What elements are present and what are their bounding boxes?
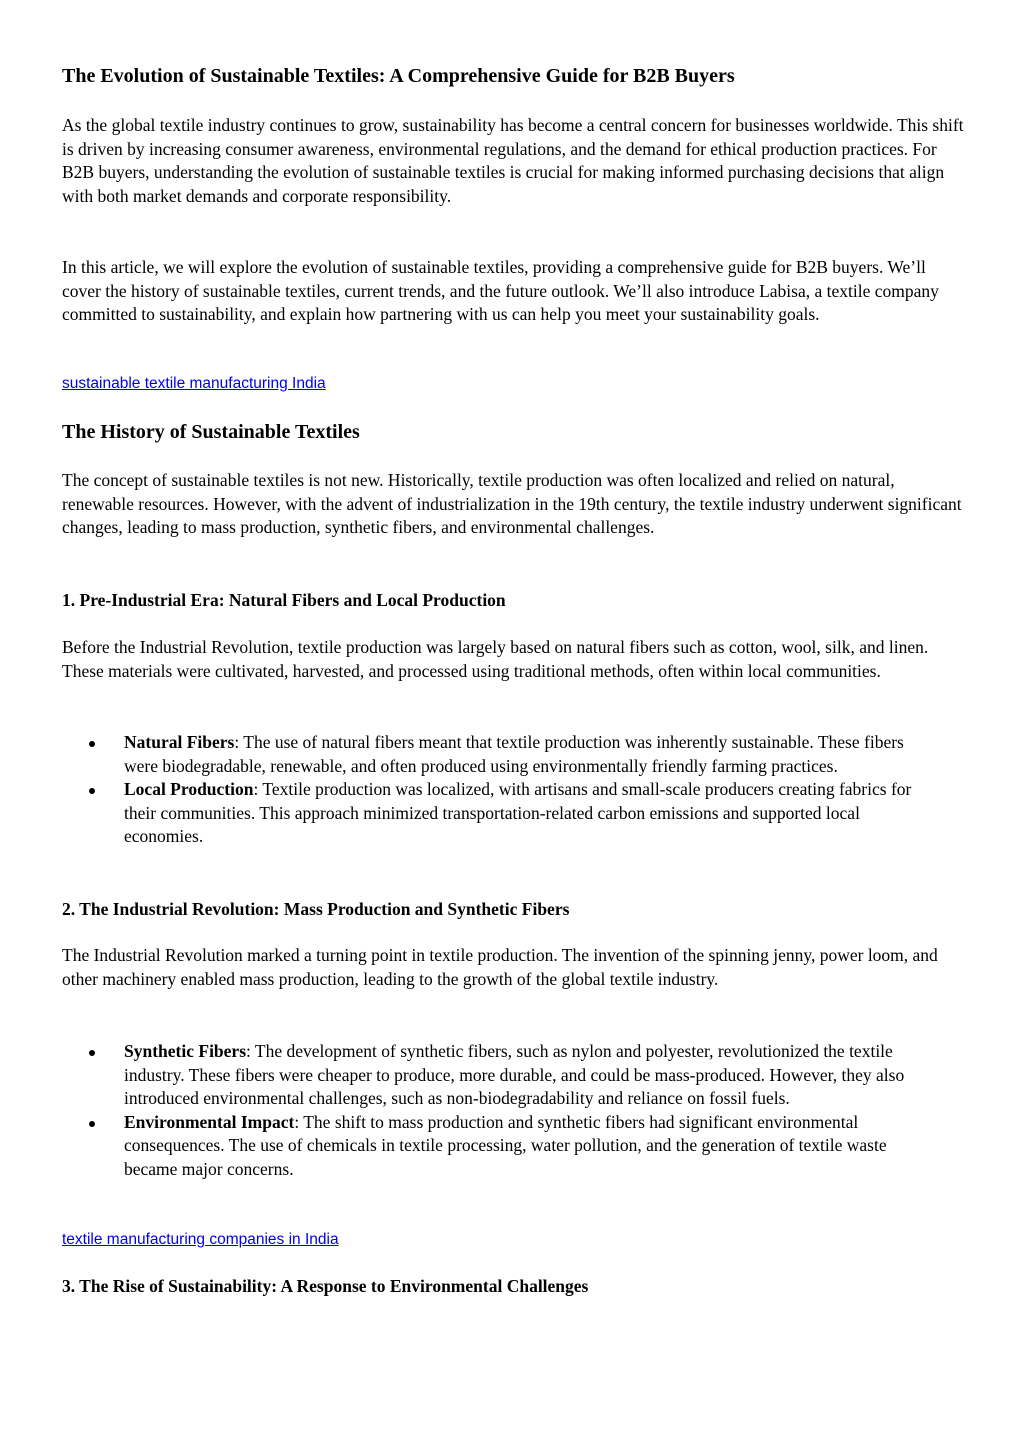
history-paragraph: The concept of sustainable textiles is not new. Historically, textile production was often localized and relied on natural, renewable resources. However, with the advent of industrialization in the 19th century, the textile industry underwent significant changes, leading to mass production, synthetic fibers, and environmental challenges.: [62, 470, 962, 537]
bullet-icon: [89, 1050, 95, 1056]
section-2-paragraph: The Industrial Revolution marked a turning point in textile production. The invention of the spinning jenny, power loom, and other machinery enabled mass production, leading to the growth of the global textile industry.: [62, 945, 938, 989]
list-item: [62, 1111, 939, 1182]
heading-section-1: 1. Pre-Industrial Era: Natural Fibers and Local Production: [62, 590, 506, 610]
bullet-text: : The shift to mass production and synthetic fibers had significant environmental consequences. The use of chemicals in textile processing, water pollution, and the generation of textile waste became major concerns.: [124, 1111, 887, 1179]
bullet-text: : The development of synthetic fibers, such as nylon and polyester, revolutionized the textile industry. These fibers were cheaper to produce, more durable, and could be mass-produced. However, they also introduced environmental challenges, such as non-biodegradability and reliance on fossil fuels.: [124, 1041, 905, 1108]
section-1-paragraph: Before the Industrial Revolution, textile production was largely based on natural fibers such as cotton, wool, silk, and linen. These materials were cultivated, harvested, and processed using traditional methods, often within local communities.: [62, 637, 929, 681]
bullet-icon: [89, 1121, 95, 1127]
bullet-term: Local Production: [124, 779, 254, 799]
intro-paragraph-2: In this article, we will explore the evolution of sustainable textiles, providing a comprehensive guide for B2B buyers. We’ll cover the history of sustainable textiles, current trends, and the future outlook. We’ll also introduce Labisa, a textile company committed to sustainability, and explain how partnering with us can help you meet your sustainability goals.: [62, 257, 939, 324]
bullet-text: : Textile production was localized, with artisans and small-scale producers creating fabrics for their communities. This approach minimized transportation-related carbon emissions and supported local economies.: [124, 779, 912, 846]
section-1-bullet-list: [62, 731, 962, 849]
section-2-bullet-list: [62, 1040, 962, 1181]
link-sustainable-textile-manufacturing-india[interactable]: sustainable textile manufacturing India: [62, 375, 326, 392]
document-title: The Evolution of Sustainable Textiles: A Comprehensive Guide for B2B Buyers: [62, 65, 735, 87]
bullet-term: Synthetic Fibers: [124, 1041, 247, 1061]
bullet-term: Environmental Impact: [124, 1111, 295, 1132]
list-item: [62, 778, 939, 849]
list-item: [62, 731, 939, 778]
heading-section-3: 3. The Rise of Sustainability: A Response to Environmental Challenges: [62, 1276, 589, 1296]
list-item: [62, 1040, 939, 1111]
bullet-term: Natural Fibers: [124, 732, 235, 752]
link-textile-manufacturing-companies-india[interactable]: textile manufacturing companies in India: [62, 1231, 339, 1248]
heading-history: The History of Sustainable Textiles: [62, 421, 360, 443]
bullet-text: : The use of natural fibers meant that textile production was inherently sustainable. These fibers were biodegradable, renewable, and often produced using environmentally friendly farming practices.: [124, 732, 904, 776]
bullet-icon: [89, 741, 95, 747]
heading-section-2: 2. The Industrial Revolution: Mass Production and Synthetic Fibers: [62, 899, 570, 919]
intro-paragraph-1: As the global textile industry continues to grow, sustainability has become a central concern for businesses worldwide. This shift is driven by increasing consumer awareness, environmental regulations, and the demand for ethical production practices. For B2B buyers, understanding the evolution of sustainable textiles is crucial for making informed purchasing decisions that align with both market demands and corporate responsibility.: [62, 115, 964, 206]
bullet-icon: [89, 788, 95, 794]
